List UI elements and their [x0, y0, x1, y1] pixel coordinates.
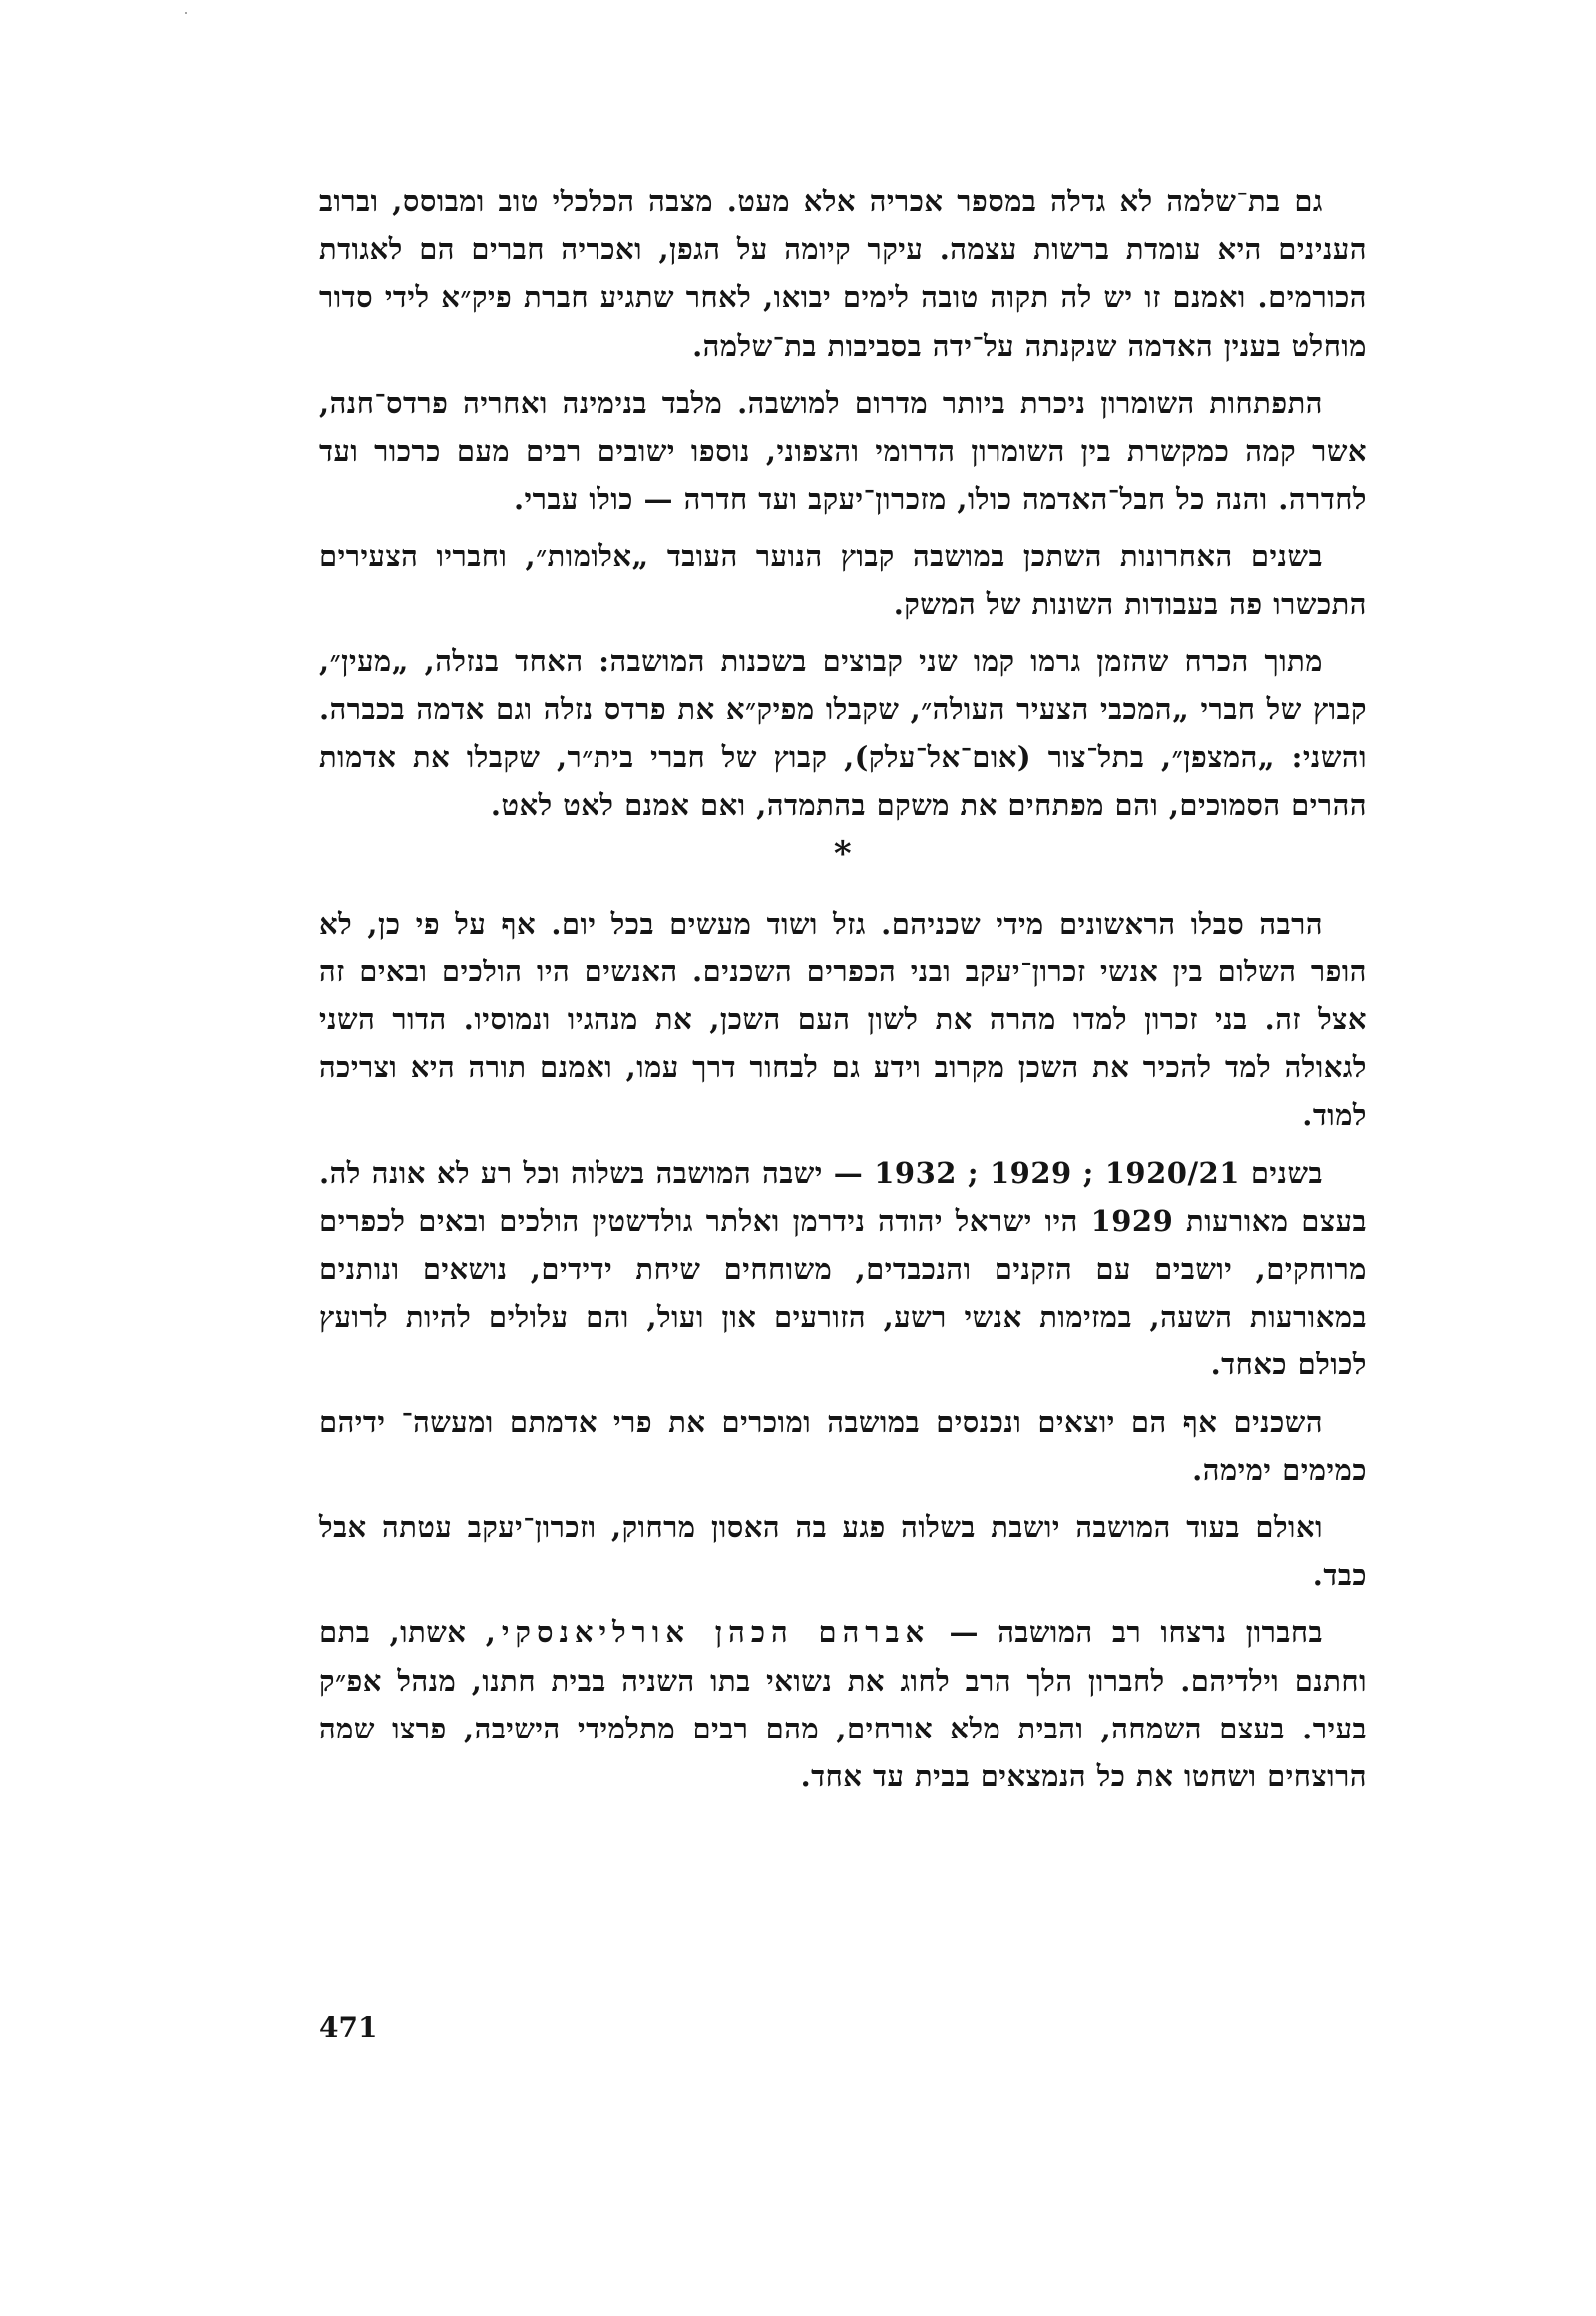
paragraph-years-peace: בשנים 1920/21 ; 1929 ; 1932 — ישבה המושבה בשלוה וכל רע לא אונה לה. בעצם מאורעות 1929 היו ישראל יהודה נידרמן ואלתר גולדשטין הולכים ובאים לכפרים מרוחקים, יושבים עם הזקנים והנכבדים, משוחחים שיחת ידידים, נושאים ונותנים במאורעות השעה, במזימות אנשי רשע, הזורעים און ועול, והם עלולים להיות לרועץ לכולם כאחד.: [319, 1155, 1367, 1382]
scan-speck: [185, 12, 187, 14]
paragraph-alumot: בשנים האחרונות השתכן במושבה קבוץ הנוער העובד „אלומות״, וחבריו הצעירים התכשרו פה בעבודות השונות של המשק.: [319, 539, 1367, 621]
hebron-rest: אשתו, בתם וחתנם וילדיהם. לחברון הלך הרב לחוג את נשואי בתו השניה בבית חתנו, מנהל אפ״ק בעיר. בעצם השמחה, והבית מלא אורחים, מהם רבים מתלמידי הישיבה, פרצו שמה הרוצחים ושחטו את כל הנמצאים בבית עד אחד.: [319, 1615, 1367, 1794]
paragraph-bat-shlomo: גם בת־שלמה לא גדלה במספר אכריה אלא מעט. מצבה הכלכלי טוב ומבוסס, וברוב הענינים היא עומדת ברשות עצמה. עיקר קיומה על הגפן, ואכריה חברים הם לאגודת הכורמים. ואמנם זו יש לה תקוה טובה לימים יבואו, לאחר שתגיע חברת פיק״א לידי סדור מוחלט בענין האדמה שנקנתה על־ידה בסביבות בת־שלמה.: [319, 185, 1367, 363]
paragraph-neighbors: הרבה סבלו הראשונים מידי שכניהם. גזל ושוד מעשים בכל יום. אף על פי כן, לא הופר השלום בין אנשי זכרון־יעקב ובני הכפרים השכנים. האנשים היו הולכים ובאים זה אצל זה. בני זכרון למדו מהרה את לשון העם השכן, את מנהגיו ונמוסיו. הדור השני לגאולה למד להכיר את השכן מקרוב וידע גם לבחור דרך עמו, ואמנם תורה היא וצריכה למוד.: [319, 906, 1367, 1133]
hebron-intro: בחברון נרצחו רב המושבה —: [949, 1615, 1323, 1650]
paragraph-shomron-development: התפתחות השומרון ניכרת ביותר מדרום למושבה. מלבד בנימינה ואחריה פרדס־חנה, אשר קמה כמקשרת בין השומרון הדרומי והצפוני, נוספו ישובים רבים מעם כרכור ועד לחדרה. והנה כל חבל־האדמה כולו, מזכרון־יעקב ועד חדרה — כולו עברי.: [319, 385, 1367, 517]
paragraph-disaster: ואולם בעוד המושבה יושבת בשלוה פגע בה האסון מרחוק, וזכרון־יעקב עטתה אבל כבד.: [319, 1510, 1367, 1593]
section-divider-asterisk: *: [833, 833, 853, 874]
paragraph-neighbors-trade: השכנים אף הם יוצאים ונכנסים במושבה ומוכרים את פרי אדמתם ומעשה־ ידיהם כמימים ימימה.: [319, 1404, 1367, 1487]
page-number: 471: [319, 2011, 378, 2044]
paragraph-hebron: [319, 1608, 1367, 1800]
body-text: [319, 178, 1367, 1800]
rabbi-name-spaced: אברהם הכהן אורליאנסקי,: [485, 1615, 931, 1650]
paragraph-kibbutzim: מתוך הכרח שהזמן גרמו קמו שני קבוצים בשכנות המושבה: האחד בנזלה, „מעין״, קבוץ של חברי „המכבי הצעיר העולה״, שקבלו מפיק״א את פרדס נזלה וגם אדמה בכברה. והשני: „המצפן״, בתל־צור (אום־אל־עלק), קבוץ של חברי בית״ר, שקבלו את אדמות ההרים הסמוכים, והם מפתחים את משקם בהתמדה, ואם אמנם לאט לאט.: [319, 643, 1367, 823]
